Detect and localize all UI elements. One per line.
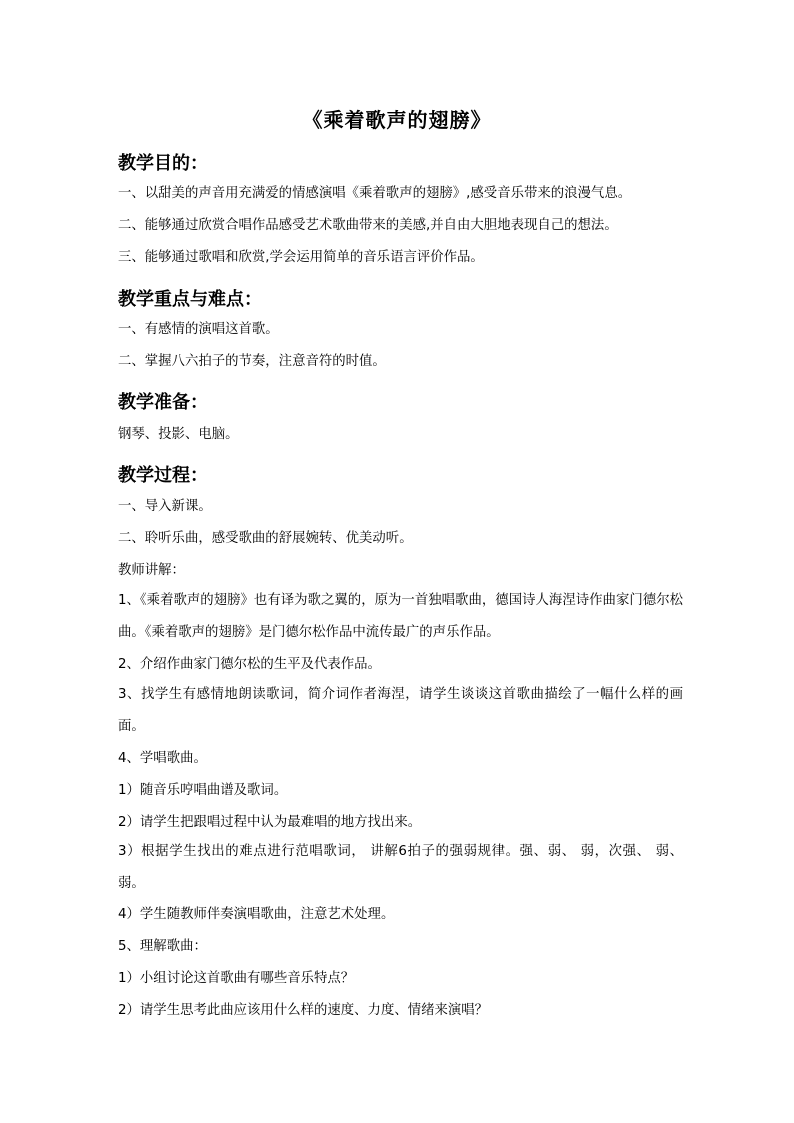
document-title: 《乘着歌声的翅膀》 — [302, 108, 492, 132]
process-item-9: 2）请学生把跟唱过程中认为最难唱的地方找出来。 — [118, 815, 422, 830]
process-item-12: 5、理解歌曲： — [118, 939, 207, 954]
key-points-heading: 教学重点与难点： — [118, 289, 262, 310]
process-item-7: 4、学唱歌曲。 — [118, 751, 207, 766]
key-points-item-2: 二、掌握八六拍子的节奏，注意音符的时值。 — [118, 354, 386, 369]
process-item-13: 1）小组讨论这首歌曲有哪些音乐特点？ — [118, 971, 355, 986]
process-item-1: 一、导入新课。 — [118, 499, 212, 514]
goals-item-2: 二、能够通过欣赏合唱作品感受艺术歌曲带来的美感,并自由大胆地表现自己的想法。 — [118, 218, 618, 233]
process-item-5: 2、介绍作曲家门德尔松的生平及代表作品。 — [118, 657, 381, 672]
goals-item-1: 一、以甜美的声音用充满爱的情感演唱《乘着歌声的翅膀》,感受音乐带来的浪漫气息。 — [118, 186, 632, 201]
process-item-10: 3）根据学生找出的难点进行范唱歌词， 讲解6拍子的强弱规律。强、弱、 弱，次强、 弱、弱。 — [118, 844, 683, 891]
process-item-11: 4）学生随教师伴奏演唱歌曲，注意艺术处理。 — [118, 907, 395, 922]
process-heading: 教学过程： — [118, 465, 208, 486]
process-item-6: 3、找学生有感情地朗读歌词，简介词作者海涅，请学生谈谈这首歌曲描绘了一幅什么样的画面。 — [118, 687, 683, 734]
preparation-heading: 教学准备： — [118, 392, 208, 413]
process-item-14: 2）请学生思考此曲应该用什么样的速度、力度、情绪来演唱？ — [118, 1003, 489, 1018]
goals-heading: 教学目的： — [118, 153, 208, 174]
process-item-2: 二、聆听乐曲，感受歌曲的舒展婉转、优美动听。 — [118, 531, 413, 546]
process-item-4: 1、《乘着歌声的翅膀》也有译为歌之翼的，原为一首独唱歌曲，德国诗人海涅诗作曲家门德尔松曲。《乘着歌声的翅膀》是门德尔松作品中流传最广的声乐作品。 — [118, 593, 683, 640]
key-points-item-1: 一、有感情的演唱这首歌。 — [118, 322, 279, 337]
process-item-3: 教师讲解： — [118, 563, 185, 578]
goals-item-3: 三、能够通过歌唱和欣赏,学会运用简单的音乐语言评价作品。 — [118, 250, 484, 265]
preparation-item-1: 钢琴、投影、电脑。 — [118, 427, 239, 442]
process-item-8: 1）随音乐哼唱曲谱及歌词。 — [118, 783, 288, 798]
